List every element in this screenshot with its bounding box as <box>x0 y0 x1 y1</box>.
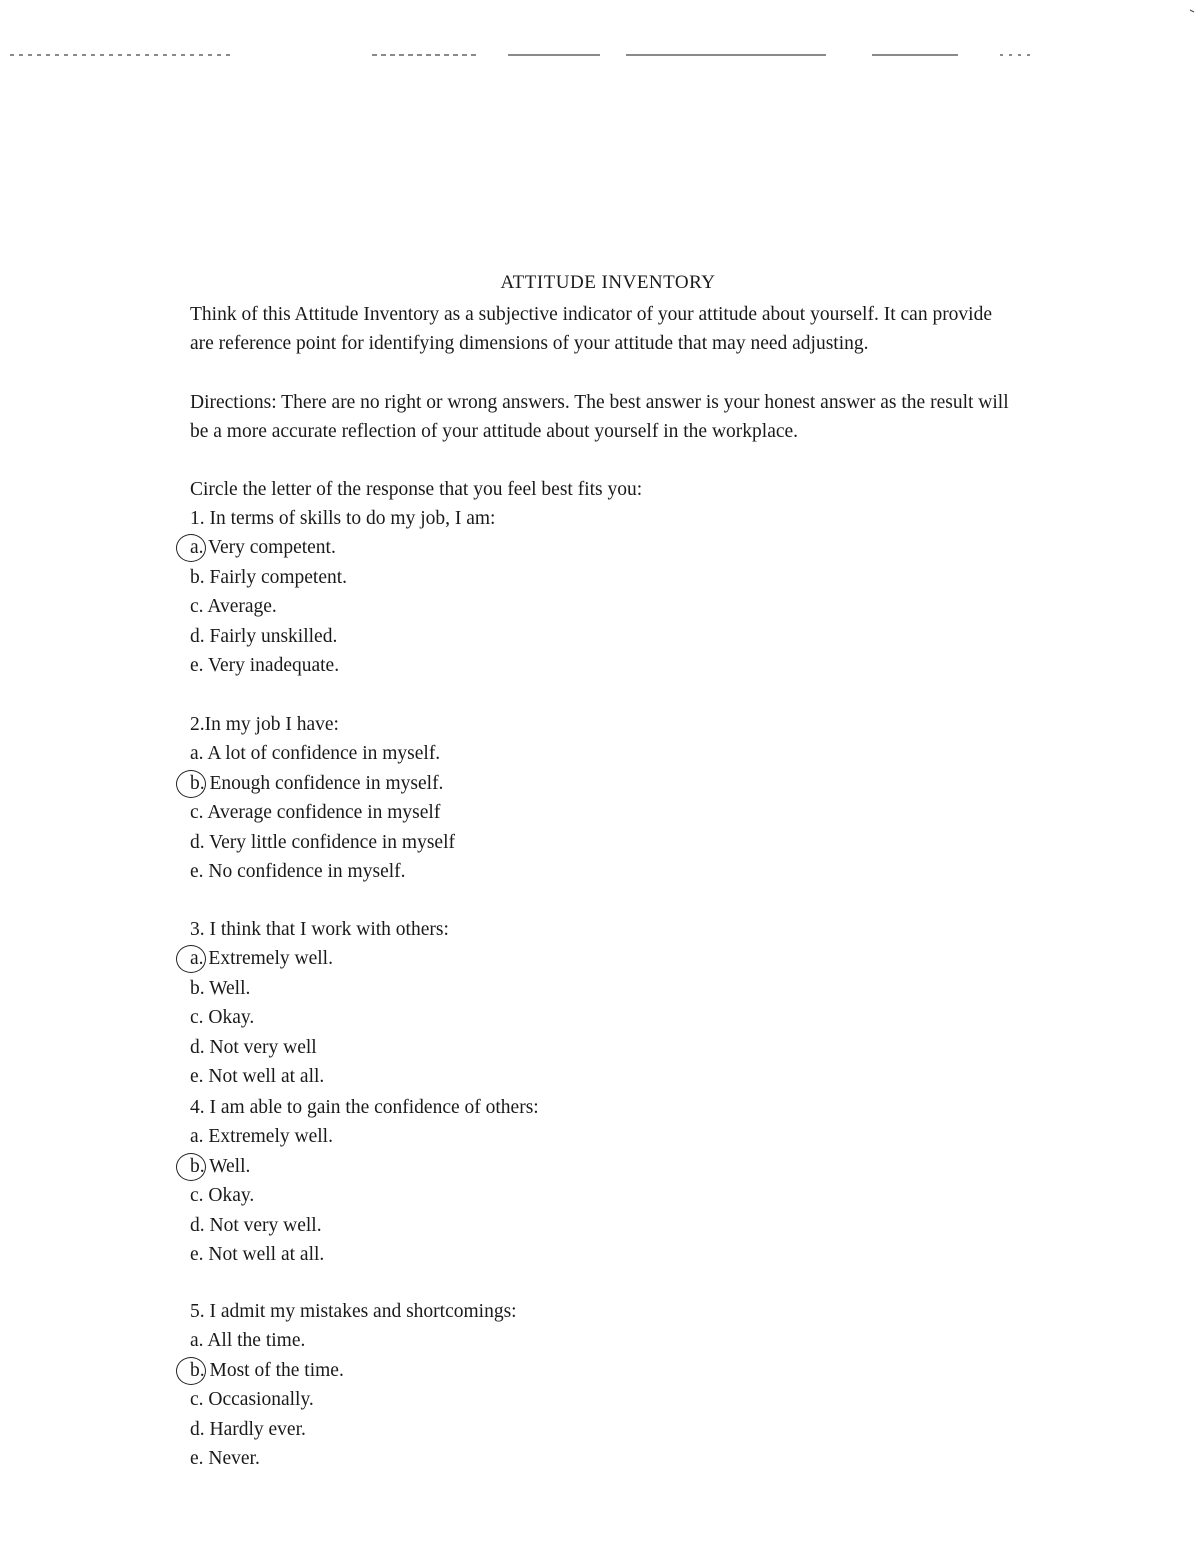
question-3-prompt: 3. I think that I work with others: <box>190 919 449 940</box>
answer-circle-mark <box>176 1357 206 1385</box>
question-2-option-d[interactable]: d. Very little confidence in myself <box>190 831 455 853</box>
question-4-option-e[interactable]: e. Not well at all. <box>190 1244 325 1265</box>
question-5-option-c[interactable]: c. Occasionally. <box>190 1389 314 1411</box>
answer-circle-mark <box>176 770 206 798</box>
question-4-option-b[interactable]: b. Well. <box>190 1155 251 1177</box>
question-3-option-a[interactable]: a. Extremely well. <box>190 948 333 970</box>
intro-paragraph: Think of this Attitude Inventory as a subjective indicator of your attitude about yourself. It can provide are reference point for identifying dimensions of your attitude that may need adjusting. <box>190 304 993 354</box>
question-5-option-d[interactable]: d. Hardly ever. <box>190 1418 306 1440</box>
question-5-prompt: 5. I admit my mistakes and shortcomings: <box>190 1301 517 1322</box>
question-2-option-c[interactable]: c. Average confidence in myself <box>190 802 441 824</box>
page-title: ATTITUDE INVENTORY <box>500 272 716 293</box>
answer-circle-mark <box>176 1153 206 1181</box>
question-2-option-a[interactable]: a. A lot of confidence in myself. <box>190 743 441 765</box>
question-1-option-a[interactable]: a. Very competent. <box>190 537 336 559</box>
question-1-option-c[interactable]: c. Average. <box>190 596 277 618</box>
question-3-option-e[interactable]: e. Not well at all. <box>190 1066 325 1087</box>
question-3-option-b[interactable]: b. Well. <box>190 977 251 999</box>
question-1-option-d[interactable]: d. Fairly unskilled. <box>190 625 338 647</box>
question-1-prompt: 1. In terms of skills to do my job, I am: <box>190 508 496 529</box>
question-1-option-e[interactable]: e. Very inadequate. <box>190 655 340 676</box>
question-2-prompt: 2.In my job I have: <box>190 714 339 735</box>
question-5-option-e[interactable]: e. Never. <box>190 1448 260 1469</box>
question-2-option-b[interactable]: b. Enough confidence in myself. <box>190 772 444 794</box>
question-2-option-e[interactable]: e. No confidence in myself. <box>190 861 406 882</box>
question-5-option-b[interactable]: b. Most of the time. <box>190 1359 344 1381</box>
question-4-prompt: 4. I am able to gain the confidence of others: <box>190 1097 539 1118</box>
question-3-option-c[interactable]: c. Okay. <box>190 1007 255 1029</box>
directions-paragraph: Directions: There are no right or wrong answers. The best answer is your honest answer as the result will be a more accurate reflection of your attitude about yourself in the workplace. <box>190 392 1009 442</box>
question-3-option-d[interactable]: d. Not very well <box>190 1036 317 1058</box>
instruction-text: Circle the letter of the response that you feel best fits you: <box>190 479 643 500</box>
question-4-option-d[interactable]: d. Not very well. <box>190 1214 322 1236</box>
question-4-option-c[interactable]: c. Okay. <box>190 1185 255 1207</box>
question-5-option-a[interactable]: a. All the time. <box>190 1330 306 1352</box>
scan-header-artifact <box>0 0 1200 70</box>
question-1-option-b[interactable]: b. Fairly competent. <box>190 566 348 588</box>
question-4-option-a[interactable]: a. Extremely well. <box>190 1126 333 1148</box>
